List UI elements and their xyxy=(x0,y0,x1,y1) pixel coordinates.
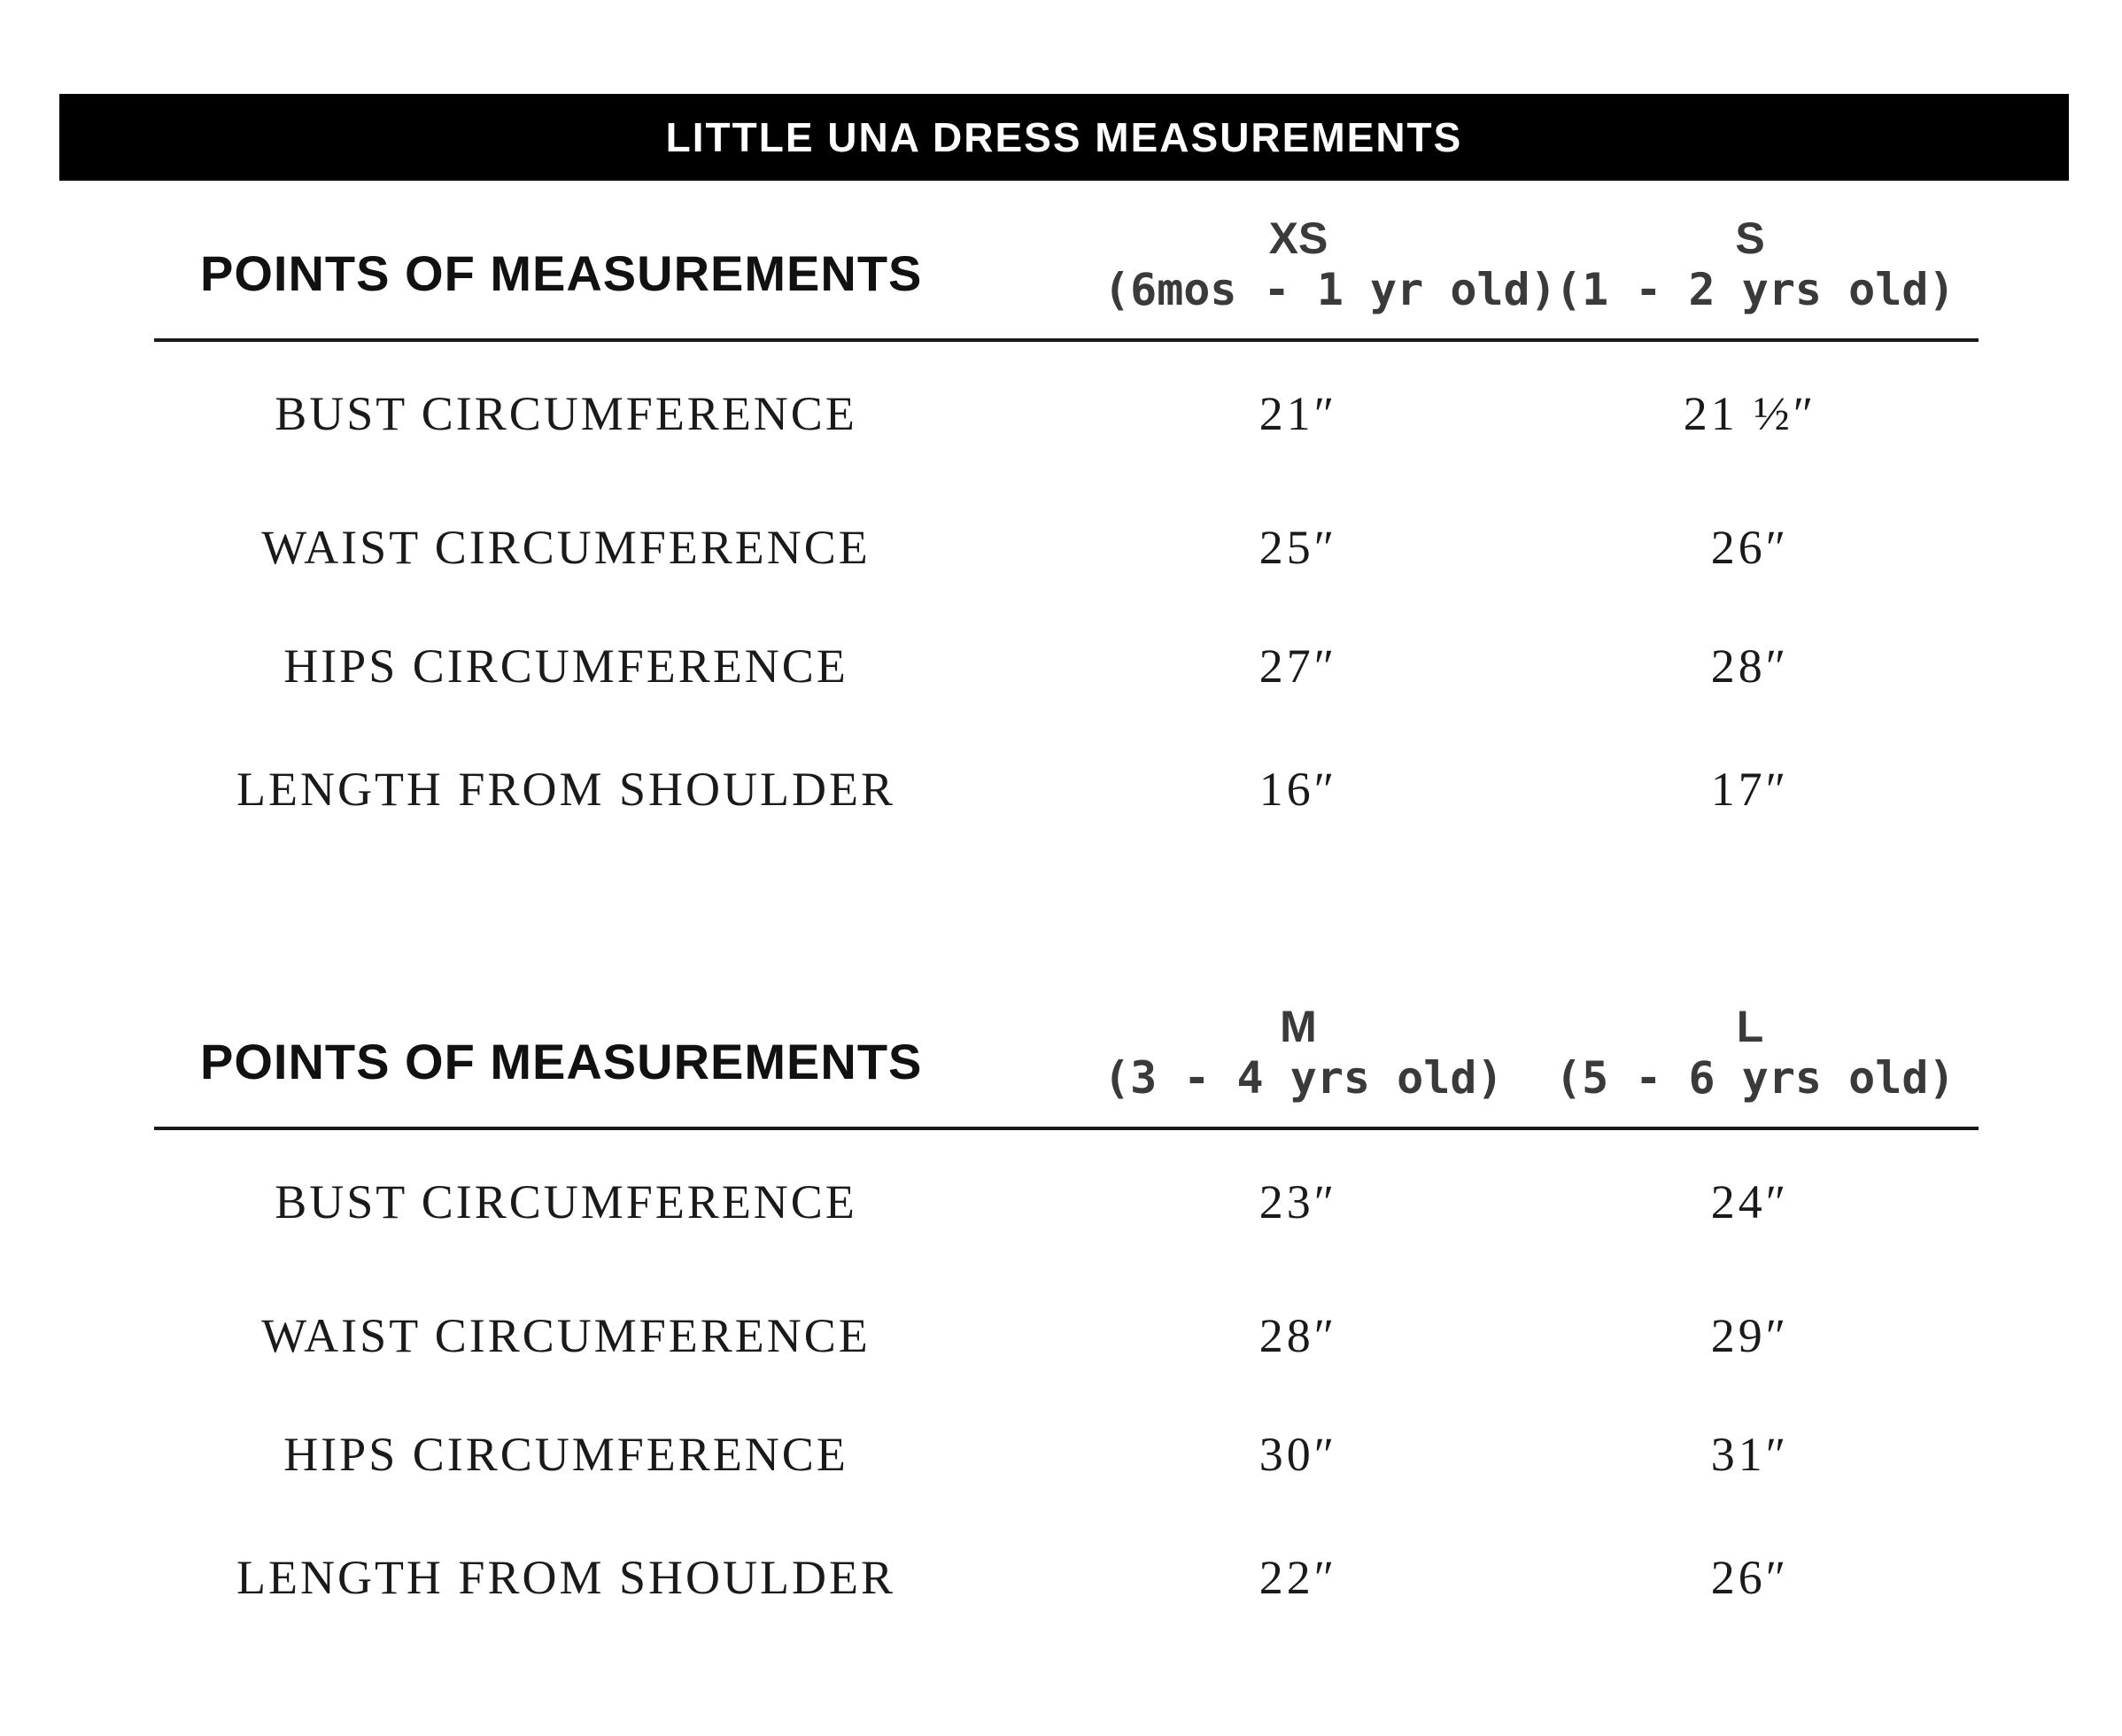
measurement-value: 29″ xyxy=(1710,1309,1790,1362)
measurement-value: 28″ xyxy=(1258,1309,1338,1362)
title-banner xyxy=(59,94,2069,181)
measurement-label: LENGTH FROM SHOULDER xyxy=(236,763,896,816)
measurement-table-xs-s xyxy=(154,204,1979,816)
measurement-value: 16″ xyxy=(1258,763,1338,816)
measurement-label: WAIST CIRCUMFERENCE xyxy=(261,521,871,574)
measurement-value: 17″ xyxy=(1710,763,1790,816)
size-column-header xyxy=(1555,1001,1955,1104)
size-age-range: (3 - 4 yrs old) xyxy=(1104,1052,1504,1104)
size-name: L xyxy=(1736,1002,1764,1051)
table-row xyxy=(154,1427,1979,1489)
size-age-range: (6mos - 1 yr old) xyxy=(1104,264,1557,315)
table-row xyxy=(154,520,1979,582)
measurement-value: 22″ xyxy=(1258,1551,1338,1604)
size-name: XS xyxy=(1268,213,1328,263)
measurement-value: 24″ xyxy=(1710,1175,1790,1228)
size-age-range: (1 - 2 yrs old) xyxy=(1555,264,1955,315)
table-row xyxy=(154,639,1979,701)
table-row xyxy=(154,1550,1979,1612)
measurement-label: LENGTH FROM SHOULDER xyxy=(236,1551,896,1604)
size-name: M xyxy=(1280,1002,1317,1051)
table-header xyxy=(154,992,1979,1130)
measurement-value: 23″ xyxy=(1258,1175,1338,1228)
measurement-value: 26″ xyxy=(1710,1551,1790,1604)
measurement-label: HIPS CIRCUMFERENCE xyxy=(283,1428,848,1481)
measurement-table-m-l xyxy=(154,992,1979,1604)
table-header xyxy=(154,204,1979,342)
size-age-range: (5 - 6 yrs old) xyxy=(1555,1052,1955,1104)
measurement-value: 27″ xyxy=(1258,639,1338,693)
measurement-value: 31″ xyxy=(1710,1428,1790,1481)
size-column-header xyxy=(1555,213,1955,315)
size-column-header xyxy=(1104,213,1557,315)
page-title: LITTLE UNA DRESS MEASUREMENTS xyxy=(665,114,1463,160)
measurement-value: 28″ xyxy=(1710,639,1790,693)
size-name: S xyxy=(1735,213,1765,263)
measurement-value: 26″ xyxy=(1710,521,1790,574)
points-of-measurements-heading: POINTS OF MEASUREMENTS xyxy=(200,1034,923,1089)
table-row xyxy=(154,386,1979,448)
measurement-label: BUST CIRCUMFERENCE xyxy=(275,1175,857,1228)
measurement-value: 21″ xyxy=(1258,387,1338,440)
points-of-measurements-heading: POINTS OF MEASUREMENTS xyxy=(200,245,923,301)
measurement-value: 21 ½″ xyxy=(1683,387,1817,440)
table-row xyxy=(154,762,1979,824)
measurement-value: 25″ xyxy=(1258,521,1338,574)
measurement-label: WAIST CIRCUMFERENCE xyxy=(261,1309,871,1362)
size-column-header xyxy=(1104,1001,1504,1104)
measurement-label: HIPS CIRCUMFERENCE xyxy=(283,639,848,693)
measurement-value: 30″ xyxy=(1258,1428,1338,1481)
table-row xyxy=(154,1308,1979,1370)
table-row xyxy=(154,1174,1979,1236)
measurement-label: BUST CIRCUMFERENCE xyxy=(275,387,857,440)
